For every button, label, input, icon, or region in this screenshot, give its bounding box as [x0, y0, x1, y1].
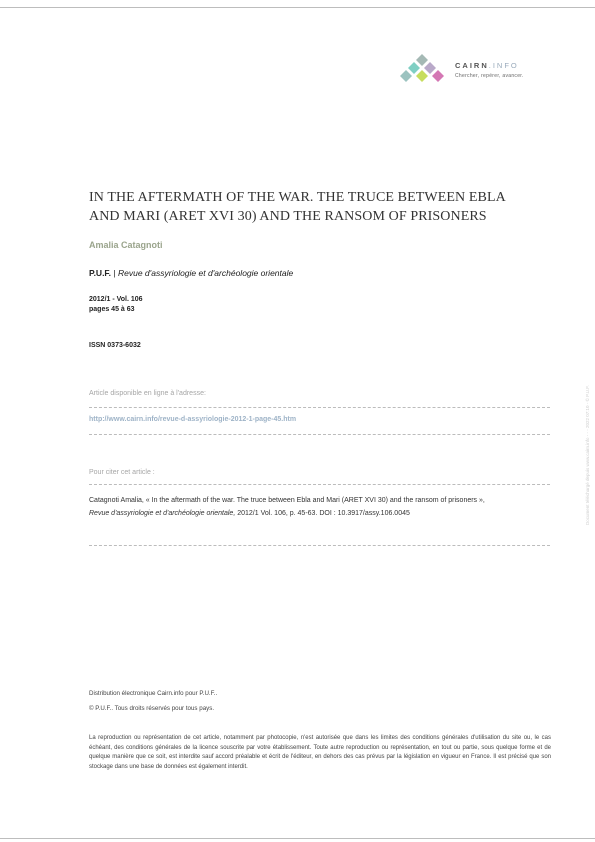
cairn-tagline: Chercher, repérer, avancer. — [455, 73, 524, 79]
online-label: Article disponible en ligne à l'adresse: — [89, 390, 206, 397]
divider — [89, 434, 550, 435]
bottom-rule — [0, 838, 595, 839]
article-title: IN THE AFTERMATH OF THE WAR. THE TRUCE BETWEEN EBLA AND MARI (ARET XVI 30) AND THE RANSOM OF PRISONERS — [89, 190, 506, 224]
cite-label: Pour citer cet article : — [89, 469, 155, 476]
issue-info — [89, 295, 143, 315]
top-rule — [0, 7, 595, 8]
citation-line2: Revue d'assyriologie et d'archéologie orientale, 2012/1 Vol. 106, p. 45-63. DOI : 10.3917/assy.106.0045 — [89, 510, 410, 517]
journal-name[interactable]: Revue d'assyriologie et d'archéologie orientale — [117, 268, 294, 278]
publisher-name[interactable]: P.U.F. — [89, 268, 112, 278]
cairn-brand: CAIRN.INFO — [455, 61, 519, 70]
rights-note: © P.U.F.. Tous droits réservés pour tous pays. — [89, 705, 215, 712]
article-url-link[interactable]: http://www.cairn.info/revue-d-assyriologie-2012-1-page-45.htm — [89, 416, 297, 423]
citation-line1: Catagnoti Amalia, « In the aftermath of the war. The truce between Ebla and Mari (ARET XVI 30) and the ransom of prisoners », — [89, 497, 485, 504]
issue-volume: 2012/1 - Vol. 106 — [89, 296, 143, 303]
side-download-note: Document téléchargé depuis www.cairn.info - - - 2022 07:10 - © P.U.F. — [585, 385, 590, 525]
divider — [89, 545, 550, 546]
divider — [89, 484, 550, 485]
issue-pages: pages 45 à 63 — [89, 306, 135, 313]
publisher-line: P.U.F. | Revue d'assyriologie et d'archéologie orientale — [89, 268, 294, 278]
legal-notice: La reproduction ou représentation de cet article, notamment par photocopie, n'est autorisée que dans les limites des conditions générales d'utilisation du site ou, le cas échéant, des conditions générales de la licence souscrite par votre établissement. Toute autre reproduction ou représentation, en tout ou partie, sous quelque forme et de quelque manière que ce soit, est interdite sauf accord préalable et écrit de l'éditeur, en dehors des cas prévus par la législation en vigueur en France. Il est précisé que son stockage dans une base de données est également interdit. — [89, 735, 551, 770]
cairn-logo[interactable] — [398, 50, 548, 86]
citation-text — [89, 494, 551, 520]
cairn-diamonds-icon — [398, 50, 448, 86]
divider — [89, 407, 550, 408]
issn: ISSN 0373-6032 — [89, 342, 141, 349]
distribution-note: Distribution électronique Cairn.info pour P.U.F.. — [89, 690, 218, 697]
article-author[interactable]: Amalia Catagnoti — [89, 240, 163, 250]
